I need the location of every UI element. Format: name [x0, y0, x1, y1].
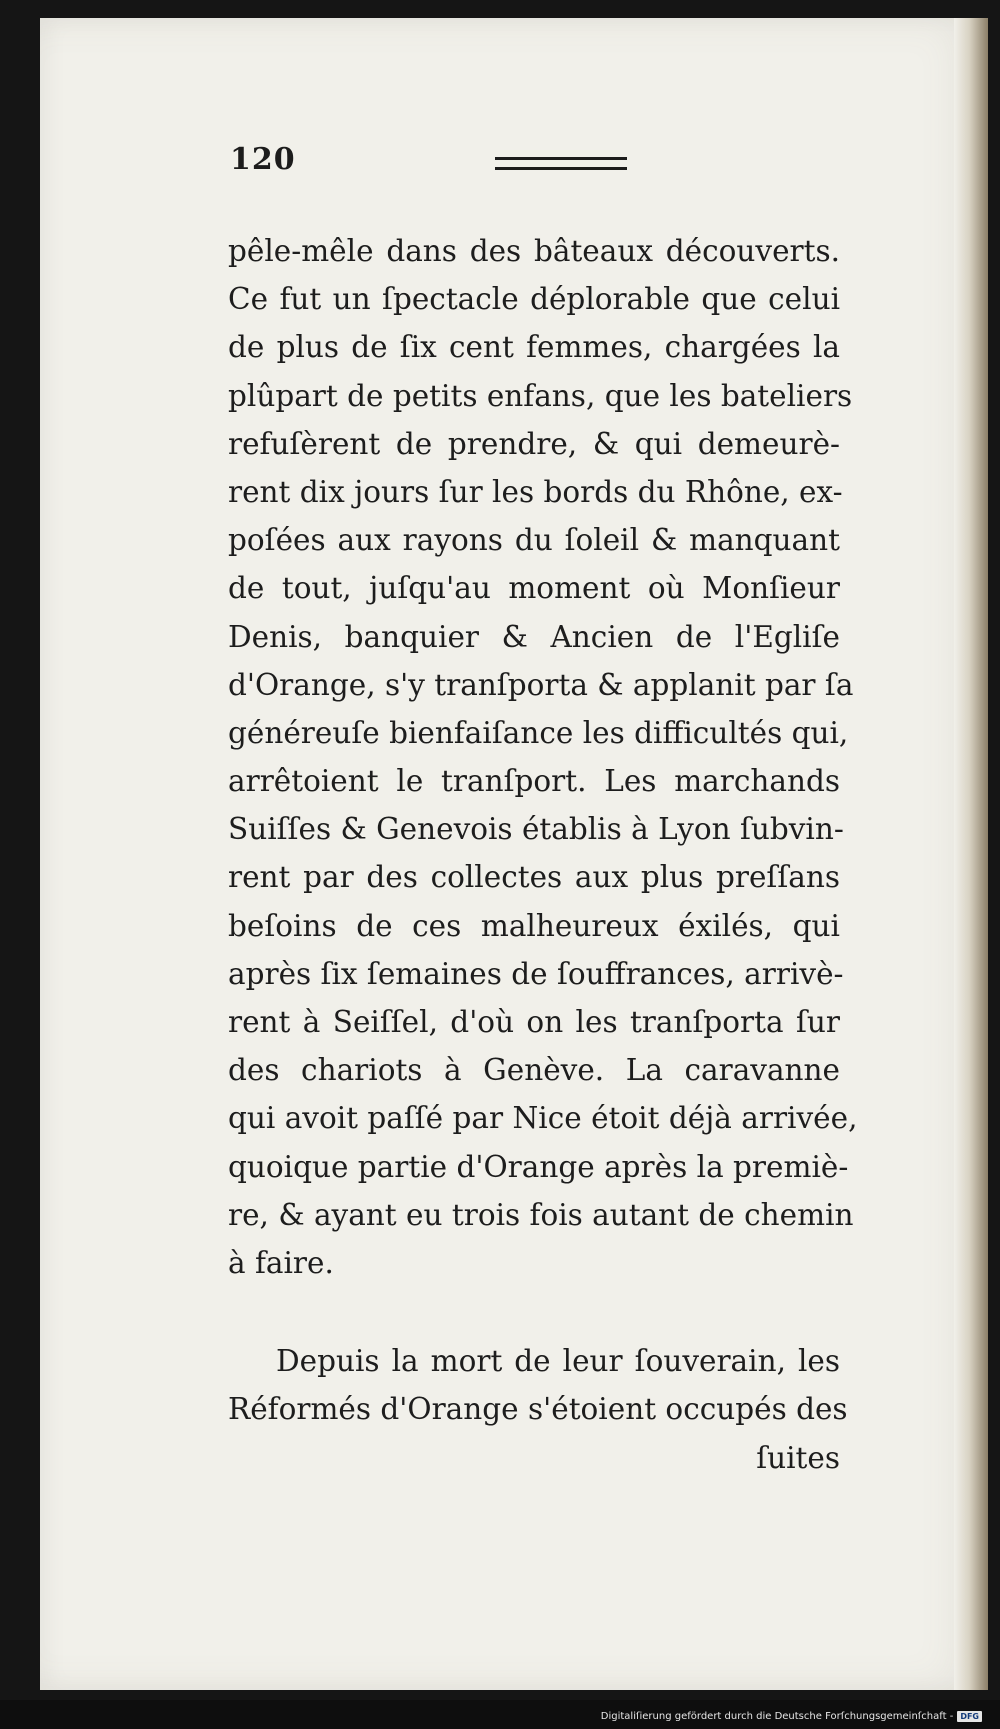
paragraph-1 — [228, 227, 858, 1287]
text-line: Suiſſes & Genevois établis à Lyon ſubvin- — [228, 812, 844, 847]
text-line: arrêtoient le tranſport. Les marchands — [228, 764, 840, 799]
text-line: quoique partie d'Orange après la premiè- — [228, 1149, 849, 1184]
text-line: d'Orange, s'y tranſporta & applanit par ſa — [228, 667, 854, 702]
body-text — [228, 227, 858, 1482]
text-line: pêle-mêle dans des bâteaux découverts. — [228, 234, 840, 268]
text-line: rent à Seiſſel, d'où on les tranſporta ſur — [228, 1005, 840, 1039]
text-line: poſées aux rayons du ſoleil & manquant — [228, 523, 840, 558]
text-line: après ſix ſemaines de ſouffrances, arrivè- — [228, 956, 844, 991]
text-line: des chariots à Genève. La caravanne — [228, 1053, 840, 1088]
text-line: Réformés d'Orange s'étoient occupés des — [228, 1392, 848, 1427]
text-line: rent dix jours ſur les bords du Rhône, ex- — [228, 474, 843, 509]
page-spine-shadow — [954, 18, 988, 1690]
catchword: ſuites — [756, 1440, 840, 1475]
text-line: de plus de ſix cent femmes, chargées la — [228, 330, 840, 365]
text-line: re, & ayant eu trois fois autant de chemin — [228, 1197, 854, 1232]
text-line: refuſèrent de prendre, & qui demeurè- — [228, 426, 840, 461]
page-number: 120 — [230, 142, 296, 177]
text-line: beſoins de ces malheureux éxilés, qui — [228, 908, 840, 943]
digitization-credit — [601, 1711, 982, 1722]
text-line: Denis, banquier & Ancien de l'Egliſe — [228, 619, 840, 654]
text-line: plûpart de petits enfans, que les bateliers — [228, 378, 853, 413]
dfg-logo: DFG — [957, 1711, 982, 1722]
header-ornament-rule — [495, 157, 627, 170]
text-line: généreuſe bienfaiſance les difficultés qui, — [228, 715, 849, 750]
credit-text: Digitaliſierung gefördert durch die Deutsche Forſchungsgemeinſchaft - — [600, 1711, 954, 1722]
text-line: de tout, juſqu'au moment où Monſieur — [228, 571, 840, 606]
text-line: Depuis la mort de leur ſouverain, les — [276, 1344, 840, 1379]
text-line: qui avoit paſſé par Nice étoit déjà arrivée, — [228, 1101, 858, 1136]
paragraph-gap — [228, 1287, 840, 1337]
text-line: à faire. — [228, 1245, 334, 1280]
text-line: Ce fut un ſpectacle déplorable que celui — [228, 282, 840, 317]
paragraph-2 — [228, 1337, 848, 1482]
text-line: rent par des collectes aux plus preſſans — [228, 860, 840, 895]
